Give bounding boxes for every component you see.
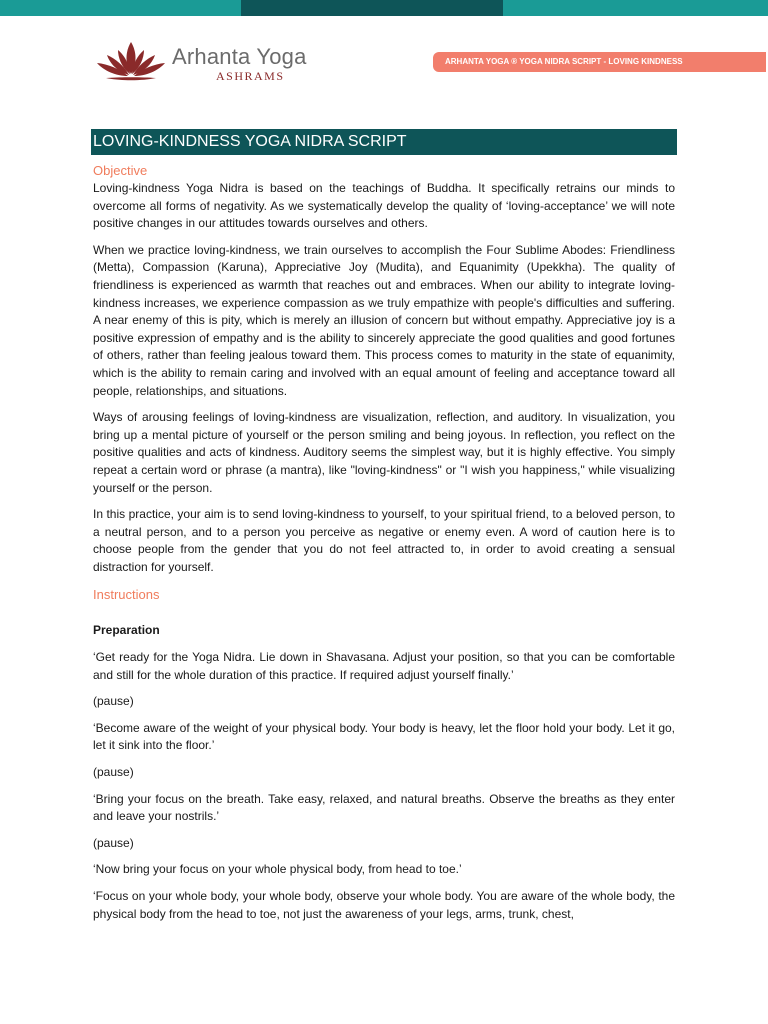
instruction-line: ‘Now bring your focus on your whole physical body, from head to toe.’ bbox=[93, 862, 462, 877]
objective-paragraph-2: When we practice loving-kindness, we train ourselves to accomplish the Four Sublime Abodes: Friendliness (Metta), Compassion (Karuna), Appreciative Joy (Mudita), and Equanimity (Upekkha). The quality of friendliness is experienced as warmth that reaches out and embraces. When our ability to integrate loving-kindness increases, we experience compassion as we truly empathize with people's difficulties and suffering. A near enemy of this is pity, which is merely an illusion of concern but without empathy. Appreciative joy is a positive expression of empathy and is the ability to sincerely appreciate the good qualities and good fortunes of others, rather than feeling jealous toward them. This process comes to maturity in the state of equanimity, which is the ability to remain caring and involved with an equal amount of feeling and acceptance toward all people, relationships, and situations. bbox=[93, 242, 675, 398]
instruction-line: ‘Focus on your whole body, your whole body, observe your whole body. You are aware of the whole body, the physical body from the head to toe, not just the awareness of your legs, arms, trunk, chest, bbox=[93, 889, 675, 921]
logo-name: Arhanta Yoga bbox=[172, 44, 307, 69]
top-bar-segment-right bbox=[503, 0, 768, 16]
document-body bbox=[93, 162, 675, 923]
page-title: LOVING-KINDNESS YOGA NIDRA SCRIPT bbox=[91, 129, 677, 155]
header-label: ARHANTA YOGA ® YOGA NIDRA SCRIPT - LOVING KINDNESS bbox=[433, 52, 766, 72]
instruction-line: ‘Become aware of the weight of your physical body. Your body is heavy, let the floor hold your body. Let it go, let it sink into the floor.’ bbox=[93, 720, 675, 753]
instruction-line: ‘Bring your focus on the breath. Take easy, relaxed, and natural breaths. Observe the breaths as they enter and leave your nostrils.’ bbox=[93, 791, 675, 824]
logo-subtitle: ASHRAMS bbox=[216, 69, 285, 83]
instruction-pause: (pause) bbox=[93, 765, 134, 780]
objective-paragraph-1: Loving-kindness Yoga Nidra is based on the teachings of Buddha. It specifically retrains our minds to overcome all forms of negativity. As we systematically develop the quality of ‘loving-acceptance’ we will note positive changes in our attitudes towards ourselves and others. bbox=[93, 181, 675, 231]
instruction-line: ‘Get ready for the Yoga Nidra. Lie down in Shavasana. Adjust your position, so that you can be comfortable and still for the whole duration of this practice. If required adjust yourself finally.’ bbox=[93, 650, 675, 682]
instructions-heading: Instructions bbox=[93, 587, 160, 603]
top-color-bar bbox=[0, 0, 768, 16]
objective-paragraph-3: Ways of arousing feelings of loving-kindness are visualization, reflection, and auditory. In visualization, you bring up a mental picture of yourself or the person smiling and being joyous. In reflection, you reflect on the positive qualities and acts of kindness. Auditory seems the simplest way, but it is highly effective. You simply repeat a certain word or phrase (a mantra), like "loving-kindness" or "I wish you happiness," while visualizing yourself or the person. bbox=[93, 410, 675, 495]
arhanta-logo bbox=[94, 38, 334, 88]
lotus-icon bbox=[94, 40, 168, 82]
top-bar-segment-left bbox=[0, 0, 241, 16]
objective-paragraph-4: In this practice, your aim is to send loving-kindness to yourself, to your spiritual friend, to a beloved person, to a neutral person, and to a person you perceive as negative or enemy even. A word of caution here is to choose people from the gender that you do not feel attracted to, in order to avoid creating a sensual distraction for yourself. bbox=[93, 507, 675, 574]
top-bar-segment-middle bbox=[241, 0, 503, 16]
instruction-pause: (pause) bbox=[93, 694, 134, 709]
objective-heading: Objective bbox=[93, 163, 148, 178]
preparation-subheading: Preparation bbox=[93, 623, 160, 638]
instruction-pause: (pause) bbox=[93, 835, 134, 850]
